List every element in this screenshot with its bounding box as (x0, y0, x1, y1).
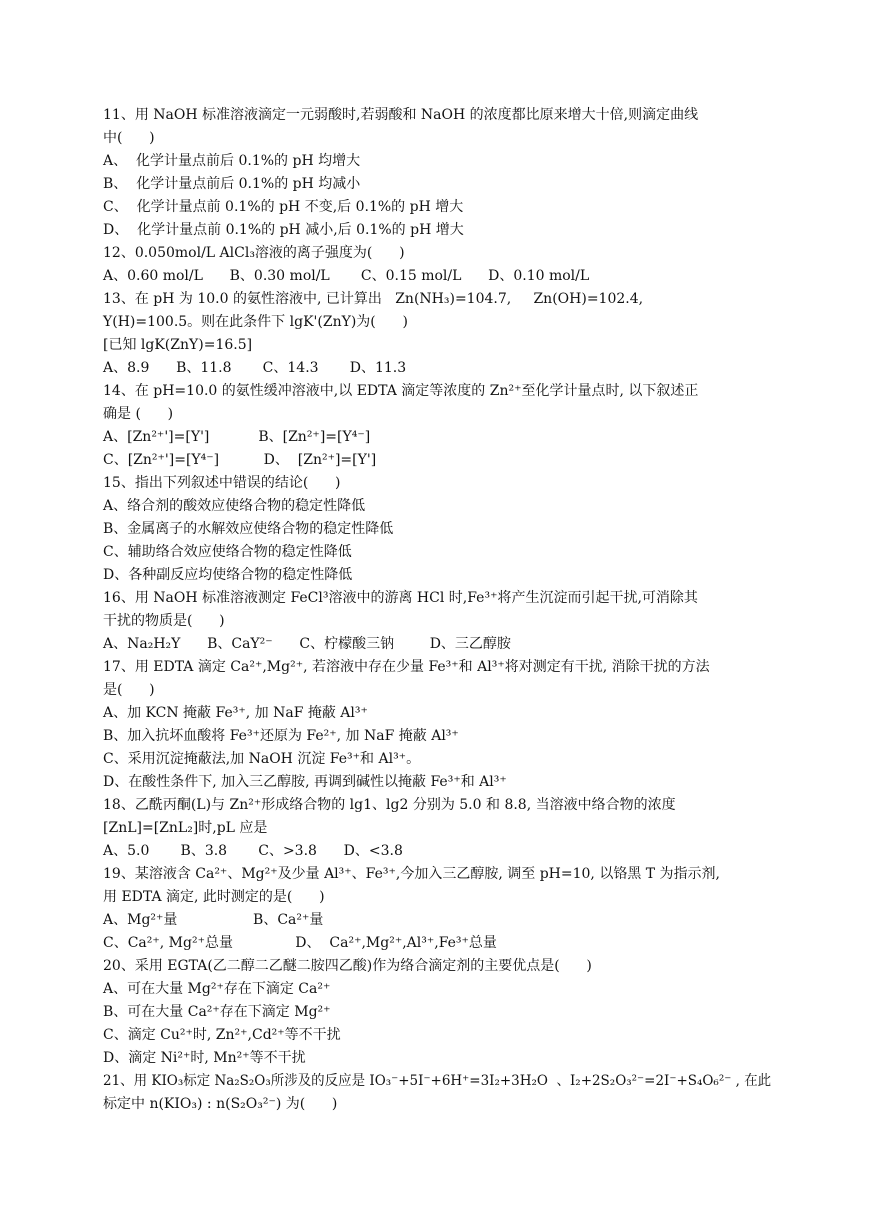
text-line: 21、用 KIO₃标定 Na₂S₂O₃所涉及的反应是 IO₃⁻+5I⁻+6H⁺=3I₂+3H₂O 、I₂+2S₂O₃²⁻=2I⁻+S₄O₆²⁻ , 在此 (103, 1073, 772, 1089)
text-line: 确是 ( ) (103, 406, 174, 422)
text-line: 是( ) (103, 682, 155, 698)
text-line: 用 EDTA 滴定, 此时测定的是( ) (103, 889, 325, 905)
text-line: C、滴定 Cu²⁺时, Zn²⁺,Cd²⁺等不干扰 (103, 1027, 341, 1043)
text-line: A、0.60 mol/L B、0.30 mol/L C、0.15 mol/L D、0.10 mol/L (103, 268, 590, 284)
text-line: A、Na₂H₂Y B、CaY²⁻ C、柠檬酸三钠 D、三乙醇胺 (103, 636, 511, 652)
text-line: A、5.0 B、3.8 C、>3.8 D、<3.8 (103, 843, 403, 859)
text-line: D、在酸性条件下, 加入三乙醇胺, 再调到碱性以掩蔽 Fe³⁺和 Al³⁺ (103, 774, 507, 790)
text-line: A、加 KCN 掩蔽 Fe³⁺, 加 NaF 掩蔽 Al³⁺ (103, 705, 368, 721)
document-body (103, 104, 771, 1116)
text-line: 14、在 pH=10.0 的氨性缓冲溶液中,以 EDTA 滴定等浓度的 Zn²⁺至化学计量点时, 以下叙述正 (103, 383, 699, 399)
text-line: Y(H)=100.5。则在此条件下 lgK'(ZnY)为( ) (103, 314, 408, 330)
text-line: [已知 lgK(ZnY)=16.5] (103, 337, 253, 353)
text-line: 17、用 EDTA 滴定 Ca²⁺,Mg²⁺, 若溶液中存在少量 Fe³⁺和 Al³⁺将对测定有干扰, 消除干扰的方法 (103, 659, 710, 675)
text-line: C、Ca²⁺, Mg²⁺总量 D、 Ca²⁺,Mg²⁺,Al³⁺,Fe³⁺总量 (103, 935, 497, 951)
text-line: C、采用沉淀掩蔽法,加 NaOH 沉淀 Fe³⁺和 Al³⁺。 (103, 751, 421, 767)
text-line: 12、0.050mol/L AlCl₃溶液的离子强度为( ) (103, 245, 405, 261)
text-line: 16、用 NaOH 标准溶液测定 FeCl³溶液中的游离 HCl 时,Fe³⁺将产生沉淀而引起干扰,可消除其 (103, 590, 698, 606)
text-line: 18、乙酰丙酮(L)与 Zn²⁺形成络合物的 lg1、lg2 分别为 5.0 和 8.8, 当溶液中络合物的浓度 (103, 797, 676, 813)
text-line: A、[Zn²⁺']=[Y'] B、[Zn²⁺]=[Y⁴⁻] (103, 429, 371, 445)
text-line: 20、采用 EGTA(乙二醇二乙醚二胺四乙酸)作为络合滴定剂的主要优点是( ) (103, 958, 592, 974)
text-line: B、加入抗坏血酸将 Fe³⁺还原为 Fe²⁺, 加 NaF 掩蔽 Al³⁺ (103, 728, 459, 744)
text-line: 13、在 pH 为 10.0 的氨性溶液中, 已计算出 Zn(NH₃)=104.7, Zn(OH)=102.4, (103, 291, 644, 307)
text-line: 15、指出下列叙述中错误的结论( ) (103, 475, 341, 491)
text-line: C、[Zn²⁺']=[Y⁴⁻] D、 [Zn²⁺]=[Y'] (103, 452, 377, 468)
text-line: C、辅助络合效应使络合物的稳定性降低 (103, 544, 352, 560)
text-line: 标定中 n(KIO₃) : n(S₂O₃²⁻) 为( ) (103, 1096, 338, 1112)
text-line: C、 化学计量点前 0.1%的 pH 不变,后 0.1%的 pH 增大 (103, 199, 464, 215)
text-line: 11、用 NaOH 标准溶液滴定一元弱酸时,若弱酸和 NaOH 的浓度都比原来增大十倍,则滴定曲线 (103, 107, 699, 123)
text-line: B、金属离子的水解效应使络合物的稳定性降低 (103, 521, 394, 537)
text-line: A、可在大量 Mg²⁺存在下滴定 Ca²⁺ (103, 981, 331, 997)
text-line: 中( ) (103, 130, 155, 146)
text-line: B、 化学计量点前后 0.1%的 pH 均减小 (103, 176, 361, 192)
text-line: D、各种副反应均使络合物的稳定性降低 (103, 567, 353, 583)
text-line: A、8.9 B、11.8 C、14.3 D、11.3 (103, 360, 407, 376)
text-line: D、滴定 Ni²⁺时, Mn²⁺等不干扰 (103, 1050, 306, 1066)
text-line: A、Mg²⁺量 B、Ca²⁺量 (103, 912, 324, 928)
text-line: [ZnL]=[ZnL₂]时,pL 应是 (103, 820, 268, 836)
text-line: A、 化学计量点前后 0.1%的 pH 均增大 (103, 153, 361, 169)
text-line: 19、某溶液含 Ca²⁺、Mg²⁺及少量 Al³⁺、Fe³⁺,今加入三乙醇胺, 调至 pH=10, 以铬黑 T 为指示剂, (103, 866, 721, 882)
text-line: 干扰的物质是( ) (103, 613, 225, 629)
text-line: D、 化学计量点前 0.1%的 pH 减小,后 0.1%的 pH 增大 (103, 222, 464, 238)
text-line: B、可在大量 Ca²⁺存在下滴定 Mg²⁺ (103, 1004, 331, 1020)
text-line: A、络合剂的酸效应使络合物的稳定性降低 (103, 498, 366, 514)
